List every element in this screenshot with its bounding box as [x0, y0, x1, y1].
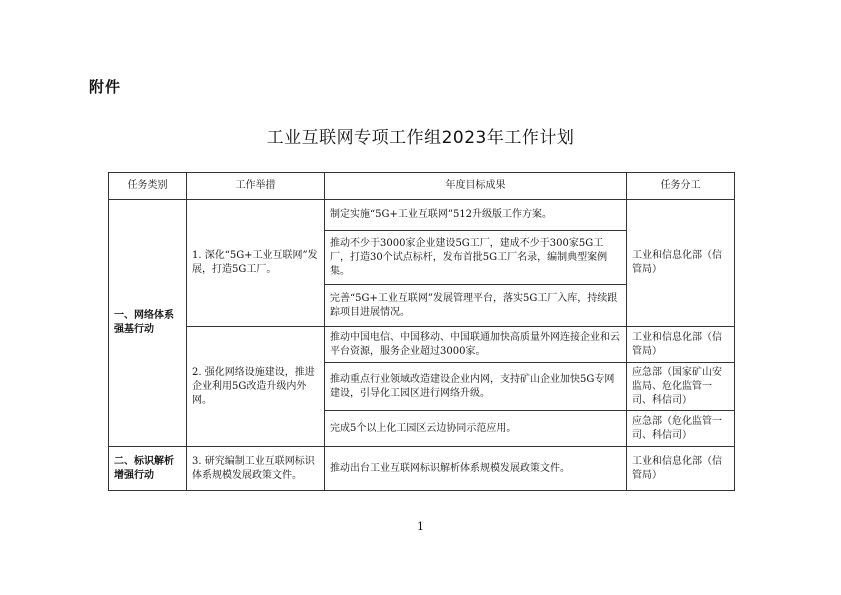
header-task-category: 任务类别: [109, 173, 187, 200]
table-row: [109, 200, 735, 231]
work-plan-table: [108, 172, 735, 491]
goal-cell: 制定实施“5G+工业互联网”512升级版工作方案。: [325, 200, 627, 231]
header-task-division: 任务分工: [627, 173, 735, 200]
division-cell: 应急部（国家矿山安监局、危化监管一司、科信司）: [627, 363, 735, 411]
document-title: 工业互联网专项工作组2023年工作计划: [266, 128, 575, 148]
page-number: 1: [417, 520, 424, 533]
attachment-label: 附件: [89, 78, 122, 96]
table-row: [109, 447, 735, 491]
header-work-measure: 工作举措: [187, 173, 325, 200]
category-network: 一、网络体系强基行动: [109, 200, 187, 447]
division-cell: 工业和信息化部（信管局）: [627, 327, 735, 363]
goal-cell: 推动中国电信、中国移动、中国联通加快高质量外网连接企业和云平台资源，服务企业超过3000家。: [325, 327, 627, 363]
measure-3: 3. 研究编制工业互联网标识体系规模发展政策文件。: [187, 447, 325, 491]
category-identification: 二、标识解析增强行动: [109, 447, 187, 491]
goal-cell: 推动重点行业领域改造建设企业内网，支持矿山企业加快5G专网建设，引导化工园区进行网络升级。: [325, 363, 627, 411]
measure-2: 2. 强化网络设施建设，推进企业利用5G改造升级内外网。: [187, 327, 325, 447]
goal-cell: 完善“5G+工业互联网”发展管理平台，落实5G工厂入库，持续跟踪项目进展情况。: [325, 285, 627, 327]
goal-cell: 推动不少于3000家企业建设5G工厂，建成不少于300家5G工厂，打造30个试点标杆，发布首批5G工厂名录，编制典型案例集。: [325, 231, 627, 285]
goal-cell: 完成5个以上化工园区云边协同示范应用。: [325, 411, 627, 447]
division-cell: 工业和信息化部（信管局）: [627, 447, 735, 491]
table-header-row: [109, 173, 735, 200]
goal-cell: 推动出台工业互联网标识解析体系规模发展政策文件。: [325, 447, 627, 491]
division-cell: 应急部（危化监管一司、科信司）: [627, 411, 735, 447]
measure-1: 1. 深化“5G+工业互联网”发展，打造5G工厂。: [187, 200, 325, 327]
table-row: [109, 327, 735, 363]
division-cell: 工业和信息化部（信管局）: [627, 200, 735, 327]
header-annual-goal: 年度目标成果: [325, 173, 627, 200]
